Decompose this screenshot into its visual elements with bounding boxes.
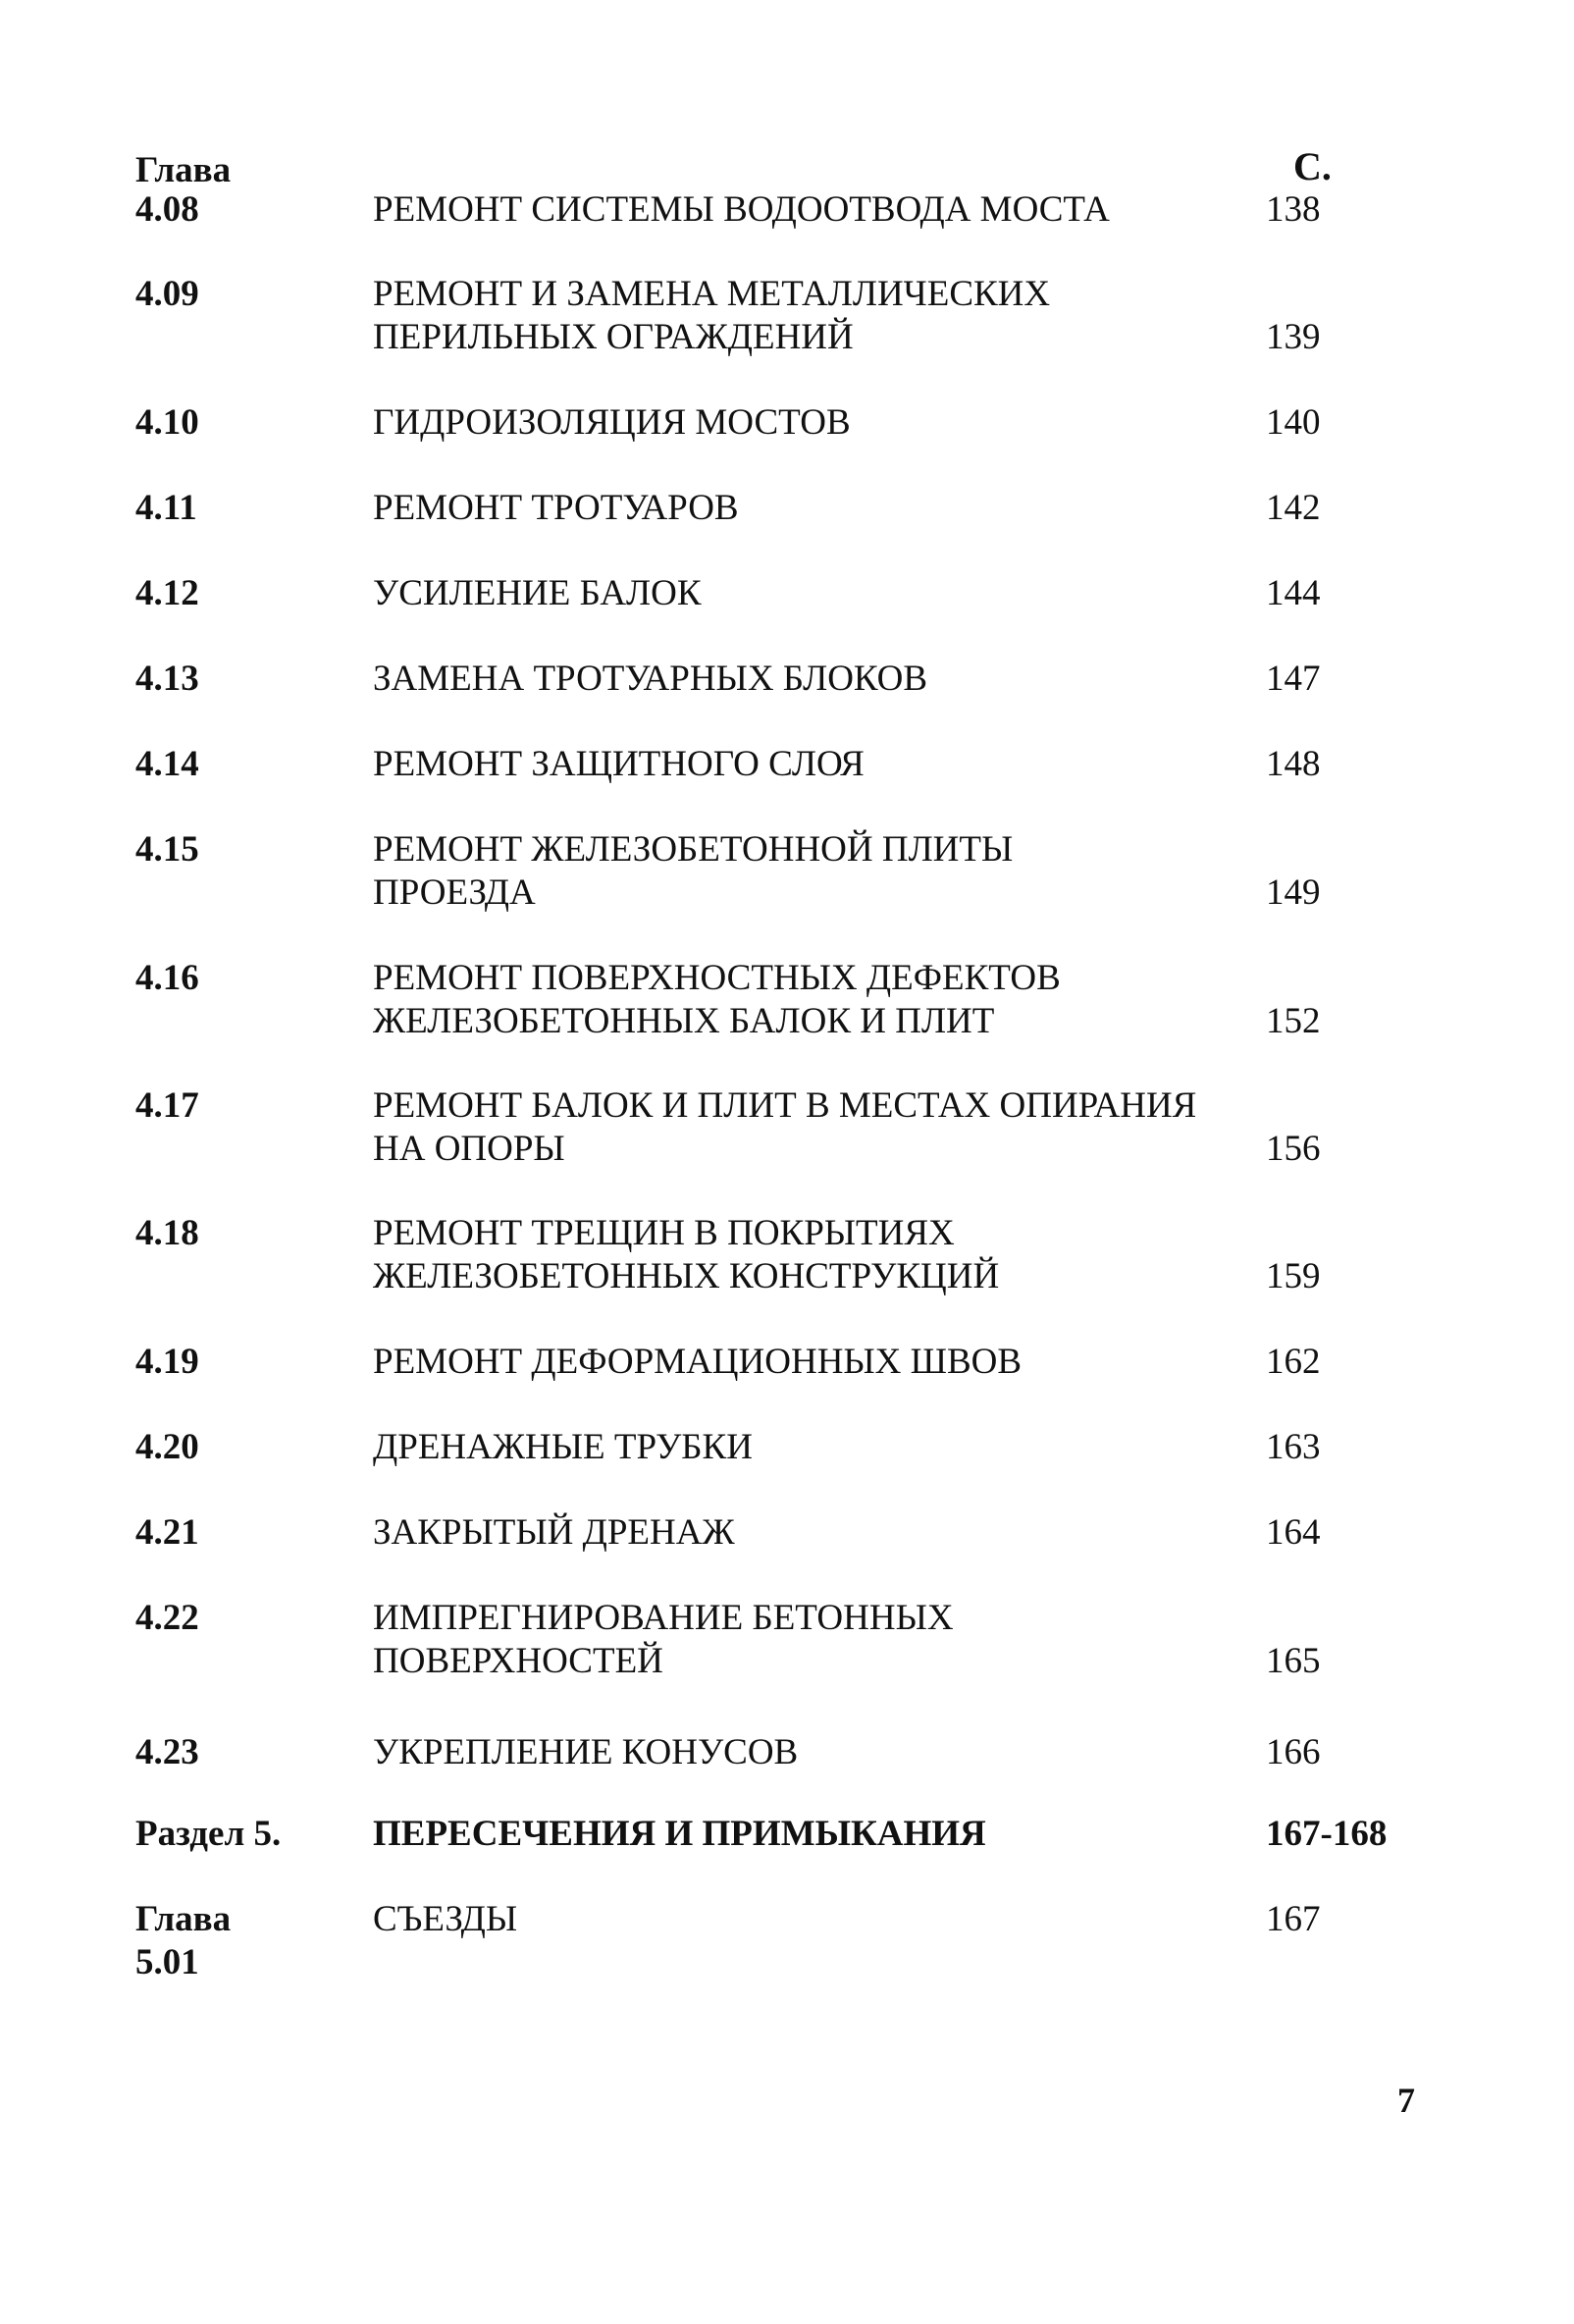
entry-title-line: НА ОПОРЫ <box>373 1129 565 1169</box>
entry-title <box>373 1898 1236 1941</box>
entry-number: 4.15 <box>135 829 199 870</box>
entry-page: 165 <box>1266 1641 1321 1681</box>
entry-title-line: ЗАМЕНА ТРОТУАРНЫХ БЛОКОВ <box>373 659 928 699</box>
page-number: 7 <box>1397 2081 1415 2120</box>
entry-number: 4.17 <box>135 1085 199 1126</box>
entry-page: 149 <box>1266 872 1321 913</box>
entry-title-line: РЕМОНТ ДЕФОРМАЦИОННЫХ ШВОВ <box>373 1342 1023 1382</box>
section-title-line: ПЕРЕСЕЧЕНИЯ И ПРИМЫКАНИЯ <box>373 1814 986 1854</box>
entry-page: 167 <box>1266 1899 1321 1939</box>
entry-title <box>373 1341 1236 1384</box>
entry-number <box>135 1898 231 1984</box>
entry-number: 4.10 <box>135 402 199 443</box>
entry-title <box>373 1212 1236 1298</box>
entry-page: 139 <box>1266 317 1321 357</box>
entry-page: 156 <box>1266 1129 1321 1169</box>
entry-title-line: СЪЕЗДЫ <box>373 1899 518 1939</box>
entry-number: 4.22 <box>135 1598 199 1638</box>
entry-title <box>373 1084 1236 1171</box>
entry-title <box>373 1597 1236 1683</box>
entry-page: 152 <box>1266 1001 1321 1041</box>
entry-title-line: ЗАКРЫТЫЙ ДРЕНАЖ <box>373 1512 735 1553</box>
entry-page: 144 <box>1266 573 1321 613</box>
entry-number: 4.12 <box>135 573 199 613</box>
entry-page: 164 <box>1266 1512 1321 1553</box>
section-title <box>373 1813 1236 1856</box>
entry-page: 166 <box>1266 1732 1321 1772</box>
entry-title-line: ГИДРОИЗОЛЯЦИЯ МОСТОВ <box>373 402 851 443</box>
entry-title-line: ДРЕНАЖНЫЕ ТРУБКИ <box>373 1427 753 1467</box>
entry-title-line: УКРЕПЛЕНИЕ КОНУСОВ <box>373 1732 799 1772</box>
entry-page: 163 <box>1266 1427 1321 1467</box>
entry-number: 4.11 <box>135 488 197 528</box>
entry-page: 138 <box>1266 189 1321 230</box>
section-page: 167-168 <box>1266 1814 1388 1854</box>
section-number: Раздел 5. <box>135 1814 282 1854</box>
page-column-header: С. <box>1293 144 1332 188</box>
entry-title-line: РЕМОНТ ТРОТУАРОВ <box>373 488 739 528</box>
entry-page: 148 <box>1266 744 1321 784</box>
entry-title <box>373 1511 1236 1555</box>
entry-title <box>373 743 1236 786</box>
chapter-column-header: Глава <box>135 150 232 190</box>
entry-title-line: РЕМОНТ ЗАЩИТНОГО СЛОЯ <box>373 744 865 784</box>
entry-title-line: ЖЕЛЕЗОБЕТОННЫХ БАЛОК И ПЛИТ <box>373 1001 995 1041</box>
entry-title-line: РЕМОНТ ТРЕЩИН В ПОКРЫТИЯХ <box>373 1213 955 1253</box>
entry-title <box>373 188 1236 232</box>
entry-title-line: РЕМОНТ БАЛОК И ПЛИТ В МЕСТАХ ОПИРАНИЯ <box>373 1085 1197 1126</box>
entry-title <box>373 957 1236 1043</box>
entry-title-line: ПРОЕЗДА <box>373 872 536 913</box>
entry-number: 4.18 <box>135 1213 199 1253</box>
entry-title-line: РЕМОНТ ЖЕЛЕЗОБЕТОННОЙ ПЛИТЫ <box>373 829 1014 870</box>
entry-number: 4.19 <box>135 1342 199 1382</box>
entry-number: 4.16 <box>135 958 199 998</box>
entry-number: 4.23 <box>135 1732 199 1772</box>
entry-title <box>373 828 1236 915</box>
entry-title <box>373 401 1236 445</box>
entry-number: 4.21 <box>135 1512 199 1553</box>
entry-title <box>373 1731 1236 1774</box>
entry-number: 4.08 <box>135 189 199 230</box>
entry-page: 147 <box>1266 659 1321 699</box>
entry-title-line: ЖЕЛЕЗОБЕТОННЫХ КОНСТРУКЦИЙ <box>373 1256 1000 1296</box>
entry-page: 162 <box>1266 1342 1321 1382</box>
chapter-number: 5.01 <box>135 1942 199 1982</box>
entry-number: 4.14 <box>135 744 199 784</box>
entry-page: 159 <box>1266 1256 1321 1296</box>
entry-title <box>373 658 1236 701</box>
entry-title <box>373 572 1236 615</box>
entry-number: 4.09 <box>135 274 199 314</box>
entry-title-line: ИМПРЕГНИРОВАНИЕ БЕТОННЫХ <box>373 1598 954 1638</box>
entry-title-line: РЕМОНТ ПОВЕРХНОСТНЫХ ДЕФЕКТОВ <box>373 958 1061 998</box>
chapter-label: Глава <box>135 1899 232 1939</box>
entry-number: 4.20 <box>135 1427 199 1467</box>
entry-title-line: ПОВЕРХНОСТЕЙ <box>373 1641 663 1681</box>
entry-title-line: РЕМОНТ И ЗАМЕНА МЕТАЛЛИЧЕСКИХ <box>373 274 1051 314</box>
entry-title-line: ПЕРИЛЬНЫХ ОГРАЖДЕНИЙ <box>373 317 854 357</box>
entry-title <box>373 273 1236 359</box>
entry-page: 142 <box>1266 488 1321 528</box>
entry-title-line: УСИЛЕНИЕ БАЛОК <box>373 573 702 613</box>
entry-page: 140 <box>1266 402 1321 443</box>
entry-number: 4.13 <box>135 659 199 699</box>
entry-title <box>373 1426 1236 1469</box>
entry-title <box>373 487 1236 530</box>
entry-title-line: РЕМОНТ СИСТЕМЫ ВОДООТВОДА МОСТА <box>373 189 1110 230</box>
